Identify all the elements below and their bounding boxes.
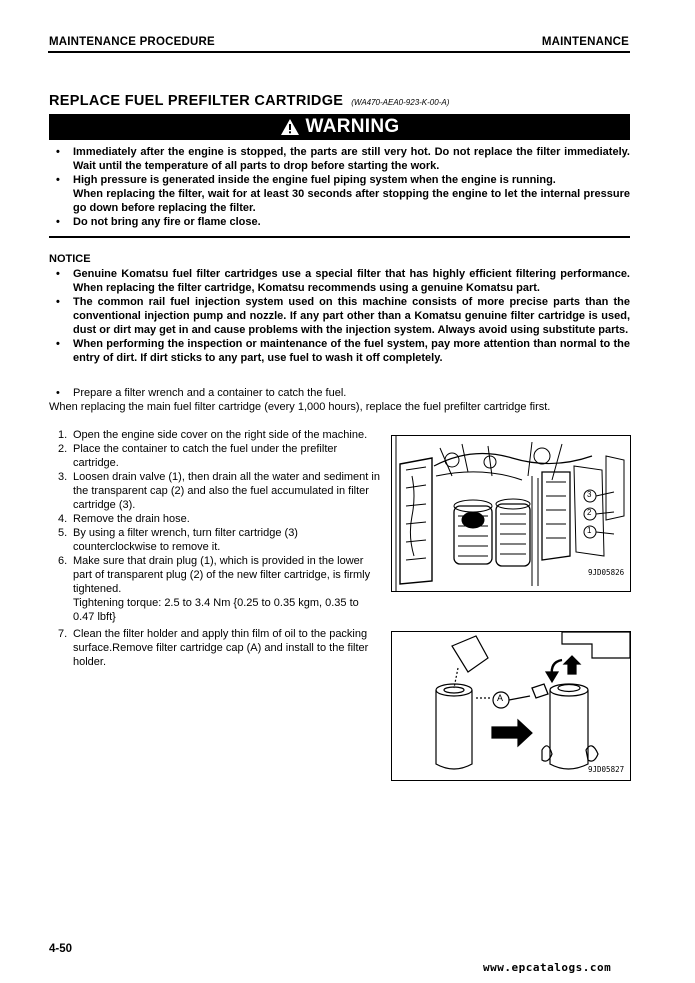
notice-item-text: Genuine Komatsu fuel filter cartridges use a special filter that has highly efficient filtering performance. When replacing the filter cartridge, Komatsu recommends using a genuine Komatsu part.	[73, 268, 630, 294]
callout-2: 2	[587, 508, 592, 517]
step-number: 6.	[58, 555, 68, 567]
warning-item-continuation: When replacing the filter, wait for at least 30 seconds after stopping the engine to let the internal pressure go down before replacing the filter.	[73, 188, 630, 214]
list-item: • When performing the inspection or maintenance of the fuel system, pay more attention than normal to the entry of dirt. If dirt sticks to any part, use fuel to wash it off completely.	[56, 338, 630, 364]
notice-item-text: When performing the inspection or maintenance of the fuel system, pay more attention than normal to the entry of dirt. If dirt sticks to any part, use fuel to wash it off completely.	[73, 338, 630, 364]
step-number: 2.	[58, 443, 68, 455]
callout-a: A	[497, 693, 504, 703]
prep-line: When replacing the main fuel filter cartridge (every 1,000 hours), replace the fuel prefilter cartridge first.	[49, 401, 551, 413]
page-number: 4-50	[49, 943, 73, 955]
step-item	[58, 526, 383, 554]
section-title	[49, 93, 449, 109]
header-rule	[48, 51, 630, 53]
warning-banner	[49, 114, 630, 140]
warning-list	[56, 145, 630, 229]
step-text: Make sure that drain plug (1), which is provided in the lower part of transparent plug (2) of the new filter cartridge, is firmly tightened.	[73, 555, 371, 595]
step-number: 1.	[58, 429, 68, 441]
figure-code: 9JD05826	[588, 568, 625, 577]
step-item	[58, 470, 383, 512]
list-item: • Immediately after the engine is stopped, the parts are still very hot. Do not replace the filter immediately. Wait until the temperature of all parts to drop before starting the work.	[56, 146, 630, 172]
section-code: (WA470-AEA0-923-K-00-A)	[351, 98, 450, 107]
list-item: • High pressure is generated inside the engine fuel piping system when the engine is running. When replacing the filter, wait for at least 30 seconds after stopping the engine to let the internal pressure go down before replacing the filter.	[56, 174, 630, 214]
prep-bullet-text: Prepare a filter wrench and a container to catch the fuel.	[73, 387, 347, 399]
list-item: • Genuine Komatsu fuel filter cartridges use a special filter that has highly efficient filtering performance. When replacing the filter cartridge, Komatsu recommends using a genuine Komatsu part.	[56, 268, 630, 294]
step-number: 3.	[58, 471, 68, 483]
warning-item-text: Do not bring any fire or flame close.	[73, 216, 261, 228]
list-item: • Do not bring any fire or flame close.	[56, 216, 261, 228]
running-header-left: MAINTENANCE PROCEDURE	[49, 36, 215, 48]
torque-spec: Tightening torque: 2.5 to 3.4 Nm {0.25 to 0.35 kgm, 0.35 to 0.47 lbft}	[73, 597, 359, 623]
notice-list	[56, 267, 630, 365]
section-title-text: REPLACE FUEL PREFILTER CARTRIDGE	[49, 93, 344, 109]
procedure-steps	[58, 428, 383, 669]
step-text: Clean the filter holder and apply thin film of oil to the packing surface.Remove filter cartridge cap (A) and install to the filter holder.	[73, 628, 369, 668]
list-item: • The common rail fuel injection system used on this machine consists of more precise parts than the conventional injection pump and nozzle. If any part other than a Komatsu genuine filter cartridge is used, dust or dirt may get in and cause problems with the injection system. Always avoid using substitute parts.	[56, 296, 630, 336]
step-text: Loosen drain valve (1), then drain all the water and sediment in the transparent cap (2) and also the fuel accumulated in filter cartridge (3).	[73, 471, 380, 511]
step-text: Open the engine side cover on the right side of the machine.	[73, 429, 368, 441]
step-text: By using a filter wrench, turn filter cartridge (3) counterclockwise to remove it.	[73, 527, 298, 553]
warning-label: WARNING	[305, 116, 400, 137]
step-item	[58, 627, 383, 669]
step-number: 7.	[58, 628, 68, 640]
warning-bottom-rule	[49, 236, 630, 238]
step-item	[58, 428, 383, 442]
figure-code: 9JD05827	[588, 765, 625, 774]
figure-engine-compartment	[391, 435, 631, 592]
callout-3: 3	[587, 490, 592, 499]
prep-bullet: • Prepare a filter wrench and a container to catch the fuel.	[56, 387, 347, 399]
figure-filter-install	[391, 631, 631, 781]
step-number: 4.	[58, 513, 68, 525]
step-item	[58, 554, 383, 596]
step-text: Remove the drain hose.	[73, 513, 190, 525]
filter-install-illustration	[392, 632, 630, 780]
step-text: Place the container to catch the fuel under the prefilter cartridge.	[73, 443, 338, 469]
step-item	[58, 442, 383, 470]
step-item	[58, 512, 383, 526]
warning-item-text: Immediately after the engine is stopped, the parts are still very hot. Do not replace the filter immediately. Wait until the temperature of all parts to drop before starting the work.	[73, 146, 630, 172]
running-header-right: MAINTENANCE	[541, 36, 629, 48]
notice-item-text: The common rail fuel injection system used on this machine consists of more precise parts than the conventional injection pump and nozzle. If any part other than a Komatsu genuine filter cartridge is used, dust or dirt may get in and cause problems with the injection system. Always avoid using substitute parts.	[73, 296, 630, 336]
warning-item-text: High pressure is generated inside the engine fuel piping system when the engine is running.	[73, 174, 556, 186]
notice-heading: NOTICE	[49, 253, 91, 265]
watermark-site: www.epcatalogs.com	[483, 961, 612, 974]
step-number: 5.	[58, 527, 68, 539]
warning-triangle-icon	[280, 118, 300, 136]
callout-1: 1	[587, 526, 592, 535]
